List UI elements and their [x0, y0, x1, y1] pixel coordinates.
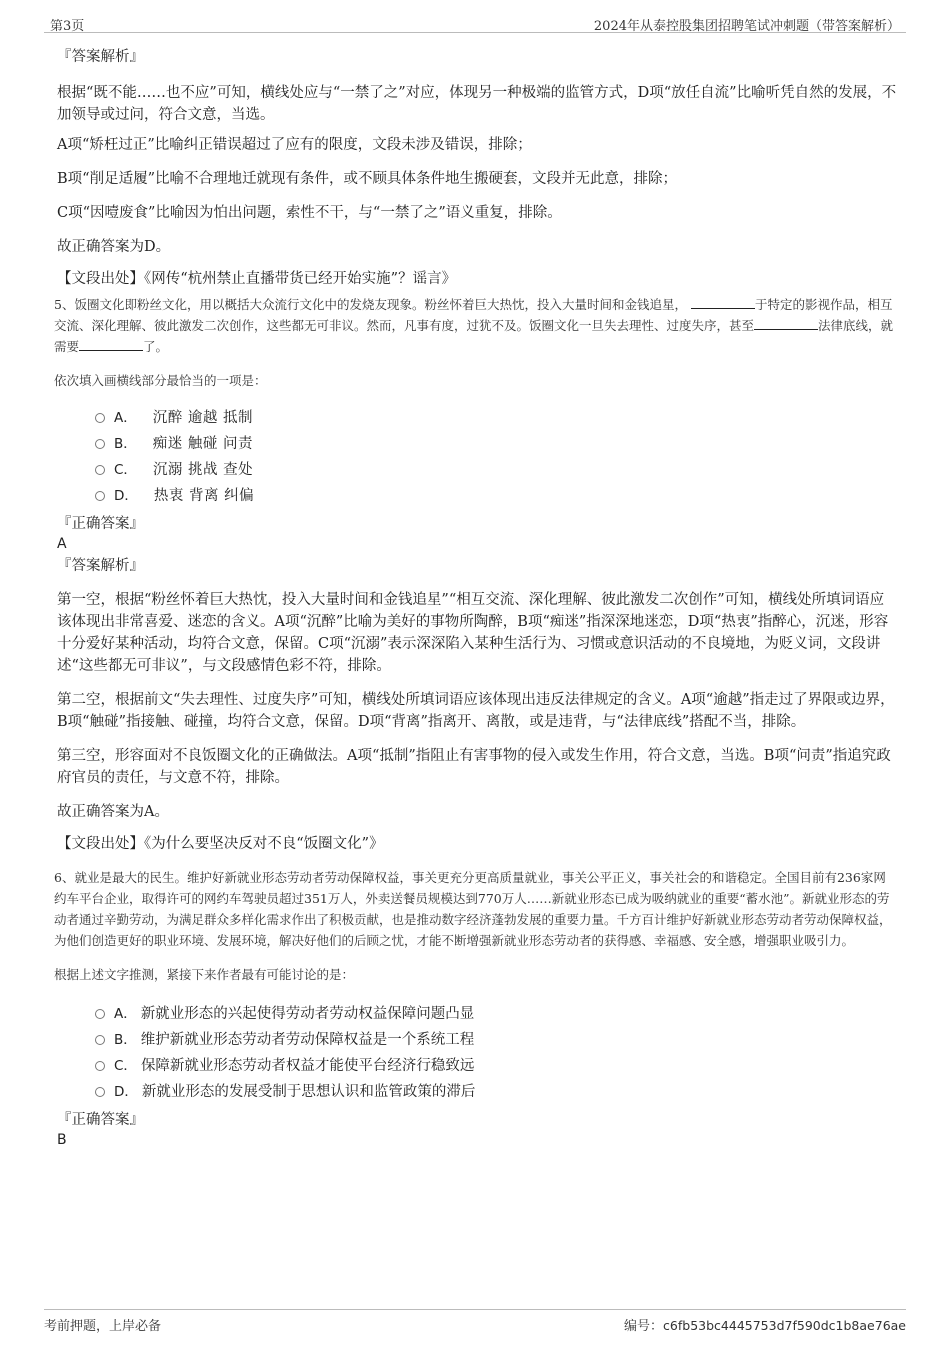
q5-options: [95, 403, 897, 507]
radio-icon[interactable]: [95, 1087, 105, 1097]
q5-analysis-conclusion: 故正确答案为A。: [57, 804, 169, 820]
radio-icon[interactable]: [95, 465, 105, 475]
q5-stem-part-2: 于特定的影视作品，相互交流、深化理解、彼此激发二次创作，这些都无可非议。然而，凡事有度，过犹不及。饭圈文化一旦失去理性、过度失序，甚至: [54, 297, 893, 333]
q5-stem-part-4: 了。: [143, 339, 169, 354]
q5-analysis-para-2: 第二空，根据前文“失去理性、过度失序”可知，横线处所填词语应该体现出违反法律规定的含义。A项“逾越”指走过了界限或边界，B项“触碰”指接触、碰撞，均符合文意，保留。D项“背离”指离开、离散，或是违背，与“法律底线”搭配不当，排除。: [57, 692, 895, 730]
q5-answer-label: 『正确答案』: [57, 516, 144, 532]
q5-option-c[interactable]: C． 沉溺 挑战 查处: [95, 455, 897, 481]
q6-option-b[interactable]: B． 维护新就业形态劳动者劳动保障权益是一个系统工程: [95, 1025, 897, 1051]
q4-analysis-conclusion: 故正确答案为D。: [57, 239, 171, 255]
document-title: 2024年从泰控股集团招聘笔试冲刺题（带答案解析）: [593, 19, 900, 34]
page-number: 第3页: [50, 19, 85, 34]
q5-analysis-label: 『答案解析』: [57, 558, 144, 574]
q5-answer: A: [57, 536, 67, 552]
radio-icon[interactable]: [95, 413, 105, 423]
q5-blank-1: [691, 297, 755, 309]
q5-stem-part-1: 5、饭圈文化即粉丝文化，用以概括大众流行文化中的发烧友现象。粉丝怀着巨大热忱，投入大量时间和金钱追星，: [54, 297, 687, 312]
q6-option-c[interactable]: C． 保障新就业形态劳动者权益才能使平台经济行稳致远: [95, 1051, 897, 1077]
footer-code-label: 编号：: [624, 1319, 664, 1334]
q6-stem: 6、就业是最大的民生。维护好新就业形态劳动者劳动保障权益，事关更充分更高质量就业，事关公平正义，事关社会的和谐稳定。全国目前有236家网约车平台企业，取得许可的网约车驾驶员超过351万人，外卖送餐员规模达到770万人……新就业形态已成为吸纳就业的重要“蓄水池”。新就业形态的劳动者通过辛勤劳动，为满足群众多样化需求作出了积极贡献，也是推动数字经济蓬勃发展的重要力量。千方百计维护好新就业形态劳动者劳动保障权益，为他们创造更好的职业环境、发展环境，解决好他们的后顾之忧，才能不断增强新就业形态劳动者的获得感、幸福感、安全感，增强职业吸引力。: [54, 870, 892, 948]
q6-options: [95, 999, 897, 1103]
q6-prompt: 根据上述文字推测，紧接下来作者最有可能讨论的是：: [54, 967, 355, 982]
radio-icon[interactable]: [95, 1009, 105, 1019]
q4-analysis-para-4: C项“因噎废食”比喻因为怕出问题，索性不干，与“一禁了之”语义重复，排除。: [57, 205, 562, 221]
q5-source: 【文段出处】《为什么要坚决反对不良“饭圈文化”》: [57, 836, 384, 852]
page-footer: [44, 1309, 906, 1339]
q6-option-d[interactable]: D． 新就业形态的发展受制于思想认识和监管政策的滞后: [95, 1077, 897, 1103]
footer-code: [624, 1315, 906, 1334]
q6-answer-label: 『正确答案』: [57, 1112, 144, 1128]
q5-option-d[interactable]: D． 热衷 背离 纠偏: [95, 481, 897, 507]
radio-icon[interactable]: [95, 491, 105, 501]
q5-stem: [54, 294, 897, 357]
q4-source: 【文段出处】《网传“杭州禁止直播带货已经开始实施”？谣言》: [57, 271, 457, 287]
q5-option-b[interactable]: B． 痴迷 触碰 问责: [95, 429, 897, 455]
radio-icon[interactable]: [95, 1035, 105, 1045]
q6-answer: B: [57, 1132, 67, 1148]
page-header: [44, 13, 906, 33]
radio-icon[interactable]: [95, 1061, 105, 1071]
q4-analysis-para-3: B项“削足适履”比喻不合理地迁就现有条件，或不顾具体条件地生搬硬套，文段并无此意，排除；: [57, 171, 677, 187]
q5-stem-part-3: 法律底线，就需要: [54, 318, 894, 354]
q5-analysis-para-3: 第三空，形容面对不良饭圈文化的正确做法。A项“抵制”指阻止有害事物的侵入或发生作用，符合文意，当选。B项“问责”指追究政府官员的责任，与文意不符，排除。: [57, 748, 891, 786]
q5-blank-3: [79, 339, 143, 351]
q4-analysis-para-1: 根据“既不能……也不应”可知，横线处应与“一禁了之”对应，体现另一种极端的监管方式，D项“放任自流”比喻听凭自然的发展，不加领导或过问，符合文意，当选。: [57, 85, 897, 123]
q5-prompt: 依次填入画横线部分最恰当的一项是：: [54, 373, 267, 388]
q4-analysis-para-2: A项“矫枉过正”比喻纠正错误超过了应有的限度，文段未涉及错误，排除；: [57, 137, 532, 153]
q4-analysis-label: 『答案解析』: [57, 49, 144, 65]
footer-code-value: c6fb53bc4445753d7f590dc1b8ae76ae: [663, 1318, 906, 1333]
q5-option-a[interactable]: A． 沉醉 逾越 抵制: [95, 403, 897, 429]
q6-option-a[interactable]: A． 新就业形态的兴起使得劳动者劳动权益保障问题凸显: [95, 999, 897, 1025]
footer-slogan: 考前押题，上岸必备: [44, 1319, 162, 1334]
q5-blank-2: [754, 318, 818, 330]
radio-icon[interactable]: [95, 439, 105, 449]
page-content: [54, 40, 897, 1149]
q5-analysis-para-1: 第一空，根据“粉丝怀着巨大热忱，投入大量时间和金钱追星”“相互交流、深化理解、彼此激发二次创作”可知，横线处所填词语应该体现出非常喜爱、迷恋的含义。A项“沉醉”比喻为美好的事物所陶醉，B项“痴迷”指深深地迷恋，D项“热衷”指醉心，沉迷，形容十分爱好某种活动，均符合文意，保留。C项“沉溺”表示深深陷入某种生活行为、习惯或意识活动的不良境地，为贬义词，文段讲述“这些都无可非议”，与文段感情色彩不符，排除。: [57, 592, 889, 674]
